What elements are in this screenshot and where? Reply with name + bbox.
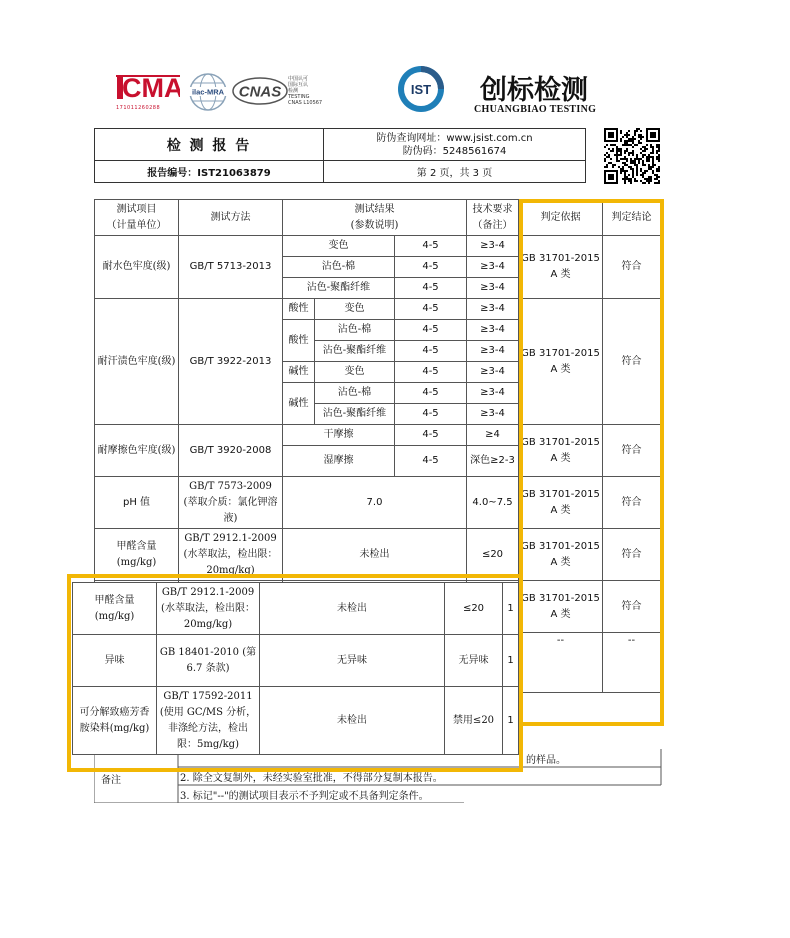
table-row: 沾色-聚酯纤维 4-5 ≥3-4 — [95, 341, 661, 362]
table-row: 沾色-棉 4-5 ≥3-4 — [95, 257, 661, 278]
note-line-2: 2. 除全文复制外，未经实验室批准，不得部分复制本报告。 — [180, 773, 443, 784]
cnas-text: CNAS — [238, 83, 282, 101]
table-row: -- -- — [95, 633, 661, 693]
cma-number: 171011260288 — [116, 105, 161, 111]
table-row: 湿摩擦 4-5 深色≥2-3 — [95, 446, 661, 477]
col-item-header: 测试项目 （计量单位） — [95, 200, 179, 236]
table-row: pH 值 GB/T 7573-2009 (萃取介质：氯化钾溶液) 7.0 4.0~7.5 GB 31701-2015 A 类 符合 — [95, 477, 661, 529]
query-site: 防伪查询网址：www.jsist.com.cn — [376, 132, 533, 144]
report-title: 检 测 报 告 — [95, 129, 324, 161]
table-row: 碱性 沾色-棉 4-5 ≥3-4 — [95, 383, 661, 404]
table-row: GB 31701-2015 A 类 符合 — [95, 581, 661, 633]
qr-code[interactable] — [604, 128, 660, 184]
ilac-mra-logo — [186, 70, 230, 114]
brand-name-en: CHUANGBIAO TESTING — [474, 104, 597, 115]
note-line-3: 3. 标记"--"的测试项目表示不予判定或不具备判定条件。 — [180, 791, 429, 802]
page-info: 第 2 页，共 3 页 — [324, 161, 586, 183]
ist-text: IST — [410, 82, 432, 97]
table-row: 甲醛含量 (mg/kg) GB/T 2912.1-2009 (水萃取法，检出限：20mg/kg) 未检出 ≤20 GB 31701-2015 A 类 符合 — [95, 529, 661, 581]
table-row: 沾色-聚酯纤维 4-5 ≥3-4 — [95, 404, 661, 425]
overlay-row-formaldehyde: 甲醛含量 (mg/kg) GB/T 2912.1-2009 (水萃取法，检出限：20mg/kg) 未检出 ≤20 1 — [73, 583, 519, 635]
table-row: 碱性 变色 4-5 ≥3-4 — [95, 362, 661, 383]
highlight-box-basis-columns — [519, 199, 664, 726]
table-row: 耐汗渍色牢度(级) GB/T 3922-2013 酸性 变色 4-5 ≥3-4 GB 31701-2015 A 类 符合 — [95, 299, 661, 320]
col-req-header: 技术要求 （备注） — [467, 200, 519, 236]
brand-name-cn: 创标检测 — [480, 75, 588, 106]
col-result-header: 测试结果 (参数说明) — [283, 200, 467, 236]
anti-fake-info — [324, 129, 586, 161]
col-method-header: 测试方法 — [179, 200, 283, 236]
ilac-text: ilac-MRA — [191, 87, 225, 97]
col-basis-header: 判定依据 — [519, 200, 603, 236]
highlight-box-overlay — [67, 574, 523, 772]
report-header-table — [94, 128, 586, 183]
cnas-caption: 中国认可 国际互认 检测 TESTING CNAS L10567 — [288, 76, 323, 106]
note-line-1-tail: 的样品。 — [526, 755, 566, 766]
overlay-row-odor: 异味 GB 18401-2010 (第 6.7 条款) 无异味 无异味 1 — [73, 635, 519, 687]
anti-code: 防伪码：5248561674 — [402, 145, 507, 157]
cnas-logo — [232, 76, 288, 106]
table-row: 耐水色牢度(级) GB/T 5713-2013 变色 4-5 ≥3-4 GB 31701-2015 A 类 符合 — [95, 236, 661, 257]
table-row: 耐摩擦色牢度(级) GB/T 3920-2008 干摩擦 4-5 ≥4 GB 31701-2015 A 类 符合 — [95, 425, 661, 446]
cma-logo — [115, 72, 180, 100]
cma-text: CMA — [122, 73, 180, 102]
table-row: 沾色-聚酯纤维 4-5 ≥3-4 — [95, 278, 661, 299]
notes-label: 备注 — [101, 775, 121, 786]
ist-logo — [396, 64, 446, 114]
report-number: 报告编号：IST21063879 — [95, 161, 324, 183]
table-row: 酸性 沾色-棉 4-5 ≥3-4 — [95, 320, 661, 341]
col-conclusion-header: 判定结论 — [603, 200, 661, 236]
overlay-row-amine: 可分解致癌芳香胺染料(mg/kg) GB/T 17592-2011 (使用 GC/MS 分析，非涤纶方法，检出限：5mg/kg) 未检出 禁用≤20 1 — [73, 687, 519, 755]
